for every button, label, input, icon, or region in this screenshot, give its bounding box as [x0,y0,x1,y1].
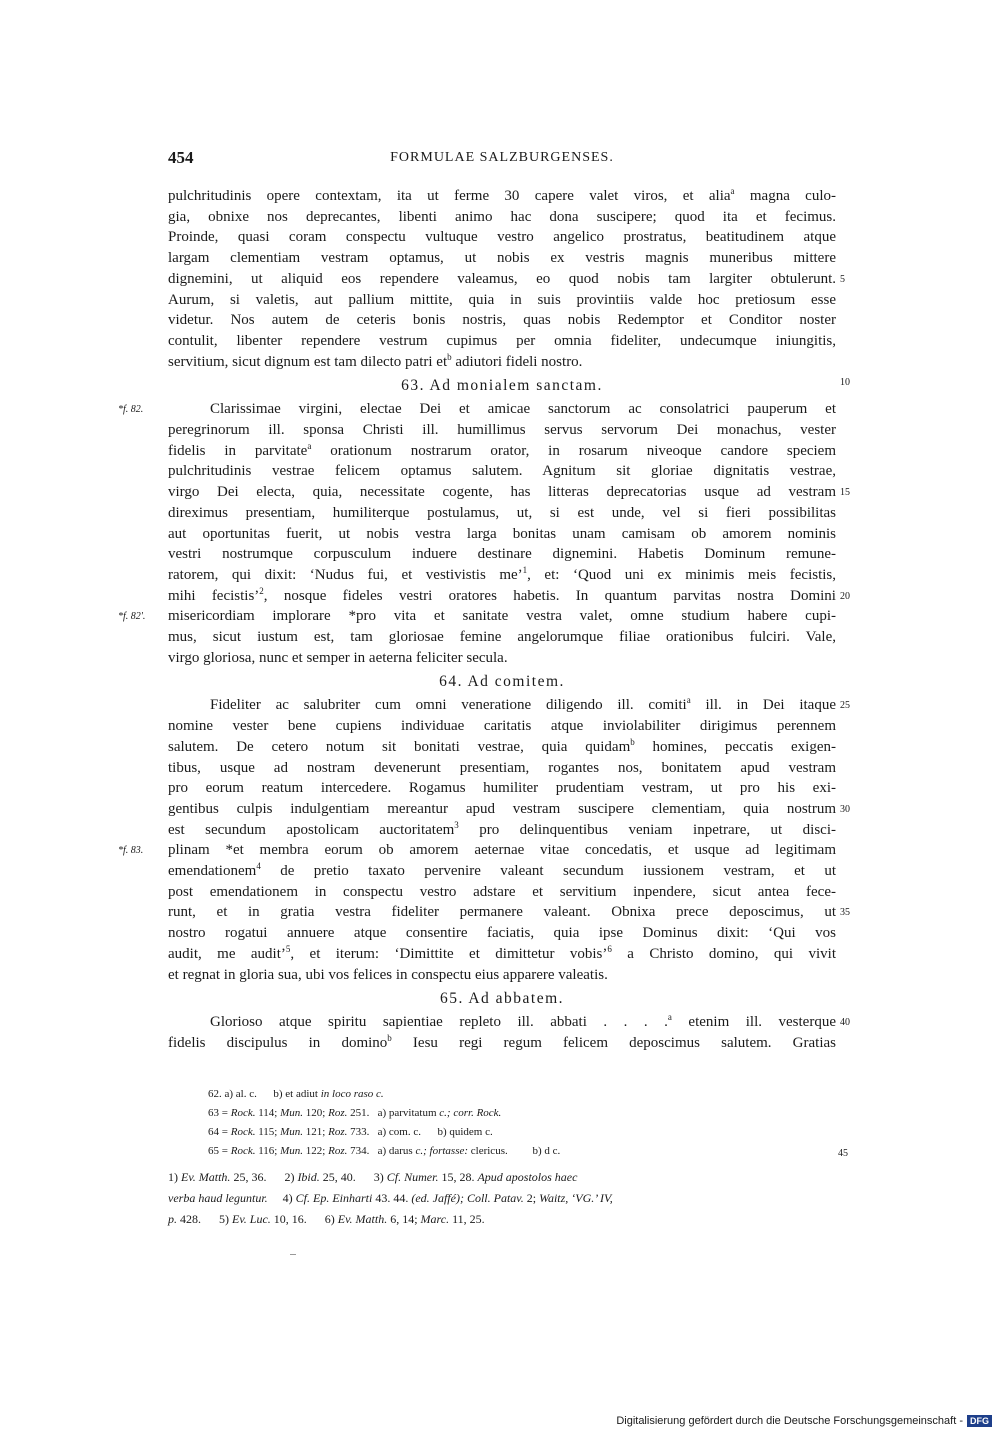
text-line: mihi fecistis’$^2$, nosque fideles vestri oratores habetis. In quantum parvitas nostra Domini [168,585,836,604]
text-line: mus, sicut iustum est, tam gloriosae femine angelorumque filiae orationibus fulciri. Vale, [168,629,836,645]
page-number: 454 [168,148,194,167]
apparatus-note: 63 = Rock. 114; Mun. 120; Roz. 251. a) parvitatum c.; corr. Rock. [208,1107,502,1119]
line-number: 30 [840,803,850,815]
text-line: aut oportunitas fuerit, ut nobis vestra larga bonitas unam camisam ob amorem nominis [168,525,836,542]
text-line: fidelis in parvitate$^a$ orationum nostrarum orator, in rosarum niveoque candore speciem [168,440,837,459]
page-header [168,148,836,172]
line-number: 35 [840,907,850,919]
text-line: vestri nostrumque corpusculum induere destinare dignemini. Habetis Dominum remune- [168,546,836,563]
text-line: fidelis discipulus in domino$^b$ Iesu regi regum felicem deposcimus salutem. Gratias [168,1032,836,1051]
text-line: gentibus culpis indulgentiam mereantur apud vestram suscipere clementiam, quia nostrum [168,800,836,817]
text-line: Fideliter ac salubriter cum omni veneratione diligendo ill. comiti$^a$ ill. in Dei itaque [210,695,836,714]
text-line: largam clementiam vestram optamus, ut nobis ex vestris magnis muneribus mittere [168,250,836,267]
apparatus-note: 64 = Rock. 115; Mun. 121; Roz. 733. a) com. c. b) quidem c. [208,1126,493,1138]
folio-marker: *f. 82. [118,404,144,416]
dfg-logo-icon: DFG [967,1415,992,1427]
dfg-credit[interactable] [616,1415,992,1427]
text-line: runt, et in gratia vestra fideliter permanere valeant. Obnixa prece deposcimus, ut [168,904,836,921]
line-number: 40 [840,1017,850,1029]
text-line: misericordiam implorare *pro vita et sanitate vestra valet, omne studium habere cupi- [168,608,836,625]
text-line: servitium, sicut dignum est tam dilecto patri $et^b$ adiutori fideli nostro. [168,351,583,370]
text-line: plinam *et membra eorum ob amorem aeternae vitae concedatis, et usque ad legitimam [168,842,836,859]
folio-marker: *f. 82'. [118,611,146,623]
text-line: Clarissimae virgini, electae Dei et amicae sanctorum ac consolatrici pauperum et [210,401,836,418]
folio-marker: *f. 83. [118,845,144,857]
critical-apparatus [208,1085,838,1161]
text-line: pulchritudinis opere contextam, ita ut ferme 30 capere valet viros, et alia$^a$ magna culo- [168,186,836,204]
divider [290,1254,296,1255]
text-line: audit, me audit’$^5$, et iterum: ‘Dimittite et dimittetur vobis’$^6$ a Christo domino, qui vivit [168,943,836,962]
apparatus-note: 62. a) al. c. b) et adiut in loco raso c. [208,1088,384,1100]
text-line: est secundum apostolicam auctoritatem$^3$ pro delinquentibus veniam inpetrare, ut disci- [168,819,836,838]
line-number: 20 [840,590,850,602]
source-notes [168,1167,836,1230]
text-line: gia, obnixe nos deprecantes, libenti animo hac dona suscipere; quod ita et fecimus. [168,208,836,225]
text-line: nomine vester bene cupiens individuae caritatis atque inviolabiliter dirigimus perennem [168,718,836,735]
section-heading: 65. Ad abbatem. [439,990,565,1008]
source-note: p. 428. 5) Ev. Luc. 10, 16. 6) Ev. Matth. 6, 14; Marc. 11, 25. [168,1212,485,1226]
text-line: virgo gloriosa, nunc et semper in aeterna feliciter secula. [168,649,508,666]
running-title: FORMULAE SALZBURGENSES. [390,150,614,165]
text-line: Aurum, si valetis, aut pallium mittite, quia in suis provintiis valde hoc pretiosum esse [168,291,836,308]
text-line: ratorem, qui dixit: ‘Nudus fui, et vestivistis me’$^1$, et: ‘Quod uni ex minimis meis fecistis, [168,564,836,583]
text-line: Glorioso atque spiritu sapientiae repleto ill. abbati . . . .$^a$ etenim ill. vesterque [210,1012,836,1031]
line-number: 15 [840,487,850,499]
text-line: pro eorum reatum intercedere. Rogamus humiliter prudentiam vestram, ut pro his exi- [168,780,836,797]
section-heading: 63. Ad monialem sanctam. [401,377,603,395]
line-number: 10 [840,377,850,389]
section-heading: 64. Ad comitem. [439,673,565,691]
text-line: videtur. Nos autem de ceteris bonis nostris, quas nobis Redemptor et Conditor noster [168,312,836,329]
text-line: virgo Dei electa, quia, necessitate cogente, has litteras deprecatorias usque ad vestram [168,484,836,501]
apparatus-note: 65 = Rock. 116; Mun. 122; Roz. 734. a) darus c.; fortasse: clericus. b) d c. [208,1145,561,1157]
text-line: pulchritudinis vestrae felicem optamus salutem. Agnitum sit gloriae dignitatis vestrae, [168,463,836,480]
text-line: post emendationem in conspectu vestro adstare et servitium inpendere, sicut antea fece- [168,883,836,900]
text-line: tibus, usque ad nostram devenerunt presentiam, rogantes nos, bonitatem apud vestram [168,759,836,776]
source-note: verba haud leguntur. 4) Cf. Ep. Einharti 43. 44. (ed. Jaffé); Coll. Patav. 2; Waitz, ‘VG.’ IV, [168,1191,613,1205]
text-line: emendationem$^4$ de pretio taxato pervenire valeant secundum iussionem vestram, et ut [168,861,836,879]
source-note: 1) Ev. Matth. 25, 36. 2) Ibid. 25, 40. 3) Cf. Numer. 15, 28. Apud apostolos haec [168,1170,578,1184]
text-line: salutem. De cetero notum sit bonitati vestrae, quia quidam$^b$ homines, peccatis exigen- [168,736,836,755]
dfg-credit-text: Digitalisierung gefördert durch die Deutsche Forschungsgemeinschaft - [616,1415,963,1427]
text-line: Proinde, quasi coram conspectu vultuque vestro angelico prostratus, beatitudinem atque [168,229,836,246]
text-line: direximus presentiam, humiliterque postulamus, ut, si est unde, vel si fieri possibilitas [168,504,836,521]
text-line: et regnat in gloria sua, ubi vos felices in conspectu eius apparere valeatis. [168,966,608,983]
line-number: 45 [838,1148,848,1159]
line-number: 5 [840,273,845,285]
text-line: dignemini, ut aliquid eos rependere valeamus, eo quod nobis tam largiter obtulerunt. [168,270,836,287]
text-line: nostro rogatui annuere atque consentire faciatis, quia ipse Dominus dixit: ‘Qui vos [168,925,836,942]
line-number: 25 [840,700,850,712]
text-line: contulit, libenter rependere vestrum cupimus per omnia fideliter, undecumque iniungitis, [168,332,836,349]
text-line: peregrinorum ill. sponsa Christi ill. humillimus servus servorum Dei monachus, vester [168,422,836,438]
